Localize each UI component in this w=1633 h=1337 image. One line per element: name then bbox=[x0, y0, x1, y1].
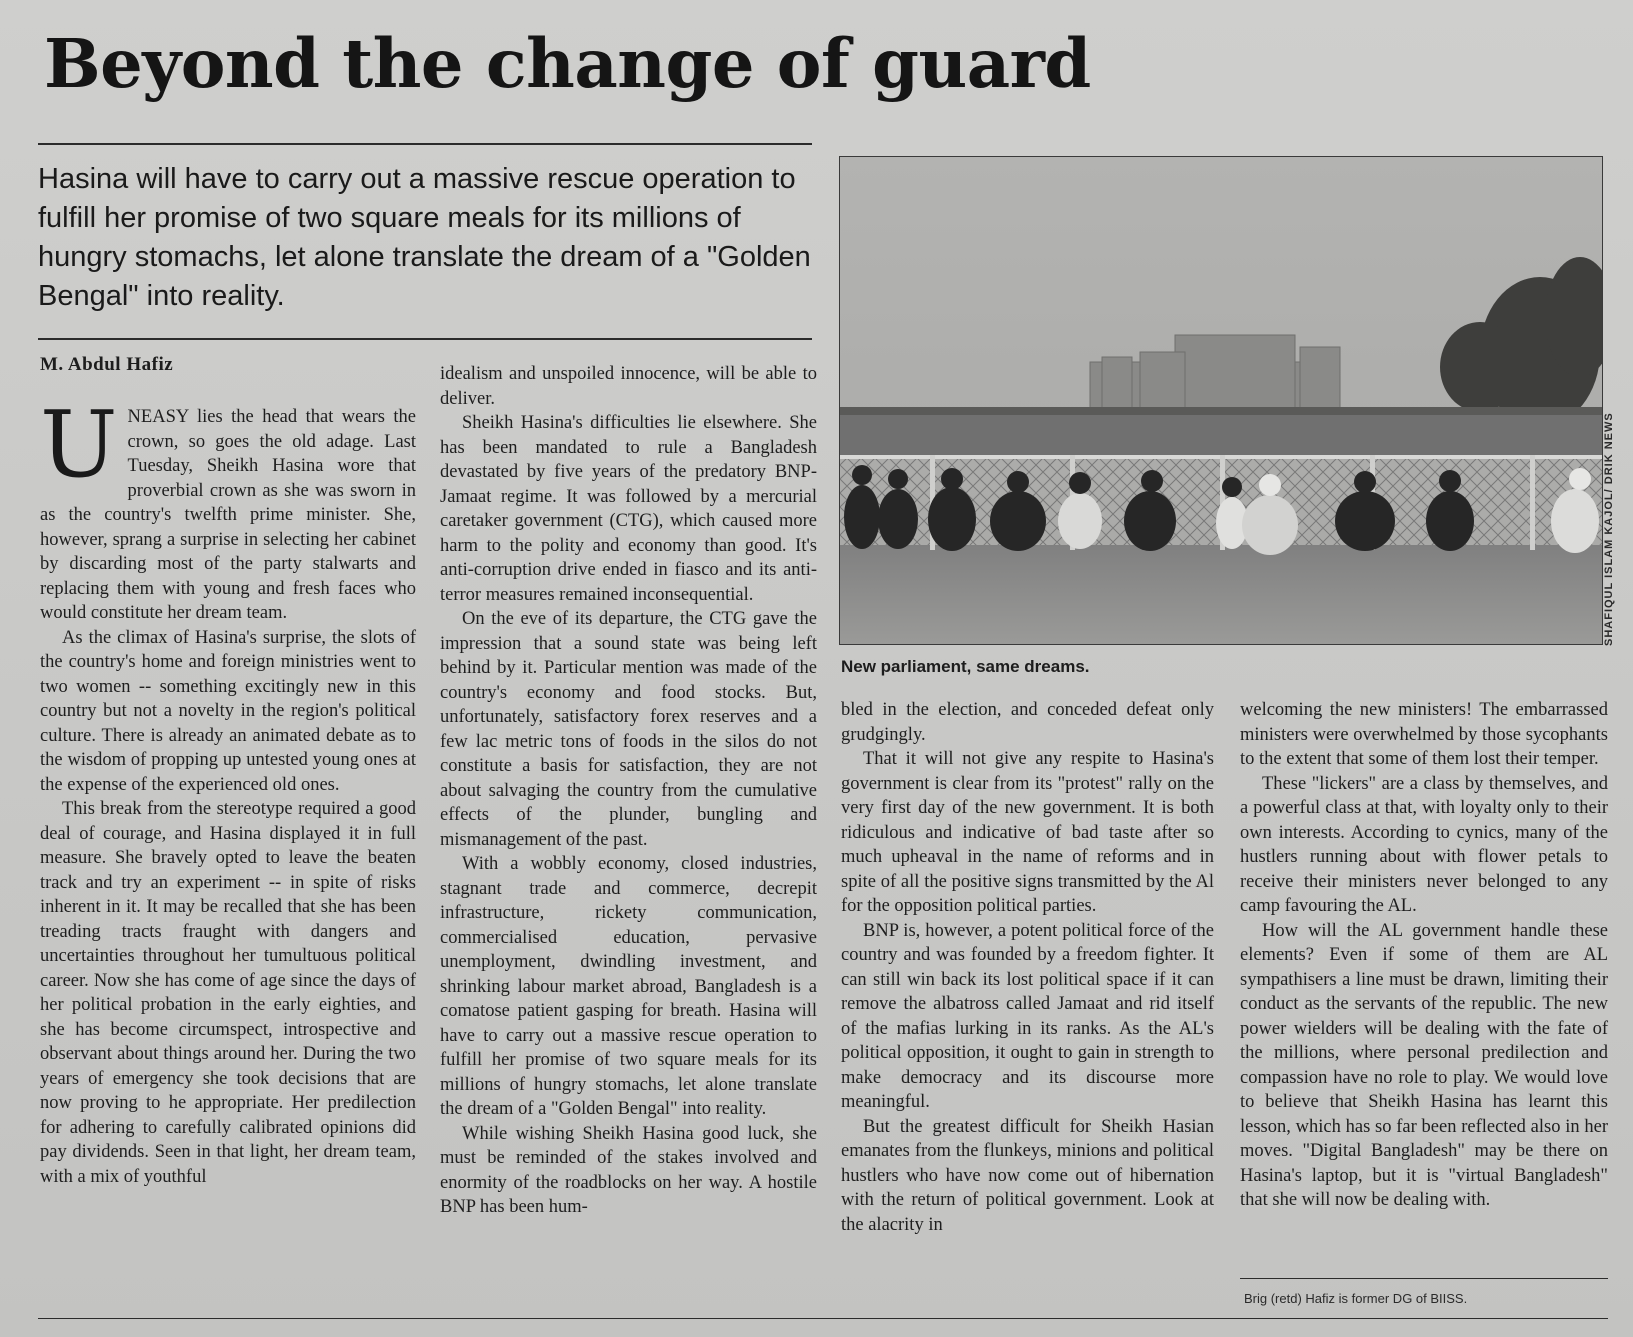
bio-rule bbox=[1240, 1278, 1608, 1279]
paragraph: But the greatest difficult for Sheikh Hasian emanates from the flunkeys, minions and political hustlers who have now come out of hibernation with the return of political government. Look at the alacrity in bbox=[841, 1116, 1214, 1235]
paragraph: This break from the stereotype required a good deal of courage, and Hasina displayed it in full measure. She bravely opted to leave the beaten track and try an experiment -- in spite of risks inherent in it. It may be recalled that she has been treading tracts fraught with dangers and uncertainties throughout her tumultuous political career. Now she has come of age since the days of her political probation in the early eighties, and she has become circumspect, introspective and observant about things around her. During the two years of emergency she took decisions that are now proving to he appropriate. Her predilection for adhering to carefully calibrated opinions did pay dividends. Seen in that light, her dream team, with a mix of youthful bbox=[40, 799, 416, 1187]
paragraph: Sheikh Hasina's difficulties lie elsewhere. She has been mandated to rule a Bangladesh devastated by five years of the predatory BNP-Jamaat regime. It was followed by a mercurial caretaker government (CTG), which caused more harm to the polity and economy than good. It's anti-corruption drive ended in fiasco and its anti-terror measures remained inconsequential. bbox=[440, 413, 817, 605]
photo-caption: New parliament, same dreams. bbox=[841, 657, 1090, 676]
deck-rule bbox=[38, 338, 812, 340]
drop-cap: U bbox=[40, 391, 118, 498]
article-column-2 bbox=[440, 362, 817, 1220]
bottom-rule bbox=[38, 1318, 1608, 1319]
paragraph: How will the AL government handle these elements? Even if some of them are AL sympathisers a line must be drawn, limiting their conduct as the servants of the republic. The new power wielders will be dealing with the fate of the millions, where personal predilection and compassion have no role to play. We would love to believe that Sheikh Hasina has learnt this lesson, which has so far been reflected also in her moves. "Digital Bangladesh" may be there on Hasina's laptop, but it is "virtual Bangladesh" that she will now be dealing with. bbox=[1240, 920, 1608, 1210]
paragraph: bled in the election, and conceded defeat only grudgingly. bbox=[841, 700, 1214, 745]
photo-credit: SHAFIQUL ISLAM KAJOL/ DRIK NEWS bbox=[1603, 412, 1615, 646]
paragraph: On the eve of its departure, the CTG gave the impression that a sound state was being left behind by it. Particular mention was made of the country's economy and food stocks. But, unfortunately, satisfactory forex reserves and a few lac metric tons of foods in the silos do not constitute a basis for satisfaction, they are not about salvaging the country from the cumulative effects of the plunder, bungling and mismanagement of the past. bbox=[440, 609, 817, 850]
paragraph: idealism and unspoiled innocence, will be able to deliver. bbox=[440, 364, 817, 409]
paragraph: welcoming the new ministers! The embarrassed ministers were overwhelmed by those sycophants to the extent that some of them lost their temper. bbox=[1240, 700, 1608, 769]
author-bio: Brig (retd) Hafiz is former DG of BIISS. bbox=[1244, 1291, 1468, 1306]
paragraph: With a wobbly economy, closed industries, stagnant trade and commerce, decrepit infrastructure, rickety communication, commercialised education, pervasive unemployment, dwindling investment, and shrinking labour market abroad, Bangladesh is a comatose patient gasping for breath. Hasina will have to carry out a massive rescue operation to fulfill her promise of two square meals for its millions of hungry stomachs, let alone translate the dream of a "Golden Bengal" into reality. bbox=[440, 854, 817, 1119]
article-column-3 bbox=[841, 698, 1214, 1237]
photo-illustration bbox=[840, 157, 1602, 644]
paragraph-text: NEASY lies the head that wears the crown, so goes the old adage. Last Tuesday, Sheikh Hasina wore that proverbial crown as she was sworn in as the country's twelfth prime minister. She, however, sprang a surprise in selecting her cabinet by discarding most of the party stalwarts and replacing them with young and fresh faces who would constitute her dream team. bbox=[40, 407, 416, 623]
paragraph: While wishing Sheikh Hasina good luck, she must be reminded of the stakes involved and enormity of the roadblocks on her way. A hostile BNP has been hum- bbox=[440, 1123, 817, 1217]
deck-text: Hasina will have to carry out a massive rescue operation to fulfill her promise of two square meals for its millions of hungry stomachs, let alone translate the dream of a "Golden Bengal" into reality. bbox=[38, 163, 811, 312]
headline: Beyond the change of guard bbox=[44, 24, 1091, 103]
paragraph: That it will not give any respite to Hasina's government is clear from its "protest" rally on the very first day of the new government. It is both ridiculous and indicative of bad taste after so much upheaval in the name of reforms and in spite of all the positive signs transmitted by the Al for the opposition political parties. bbox=[841, 749, 1214, 916]
article-column-4 bbox=[1240, 698, 1608, 1213]
byline: M. Abdul Hafiz bbox=[40, 354, 174, 375]
paragraph: These "lickers" are a class by themselves, and a powerful class at that, with loyalty only to their own interests. According to cynics, many of the hustlers running about with flower petals to receive their ministers never belonged to any camp favouring the AL. bbox=[1240, 773, 1608, 916]
article-column-1 bbox=[40, 391, 416, 1189]
paragraph bbox=[40, 391, 416, 626]
headline-rule bbox=[38, 143, 812, 145]
paragraph: BNP is, however, a potent political force of the country and was founded by a freedom fighter. It can still win back its lost political space if it can remove the albatross called Jamaat and rid itself of the mafias lurking in its ranks. As the AL's political opposition, it ought to gain in strength to make democracy and its discourse more meaningful. bbox=[841, 920, 1214, 1112]
parliament-photo bbox=[839, 156, 1603, 645]
paragraph: As the climax of Hasina's surprise, the slots of the country's home and foreign ministries went to two women -- something excitingly new in this country but not a novelty in the region's political culture. There is already an animated debate as to the wisdom of propping up untested young ones at the expense of the experienced old ones. bbox=[40, 627, 416, 795]
